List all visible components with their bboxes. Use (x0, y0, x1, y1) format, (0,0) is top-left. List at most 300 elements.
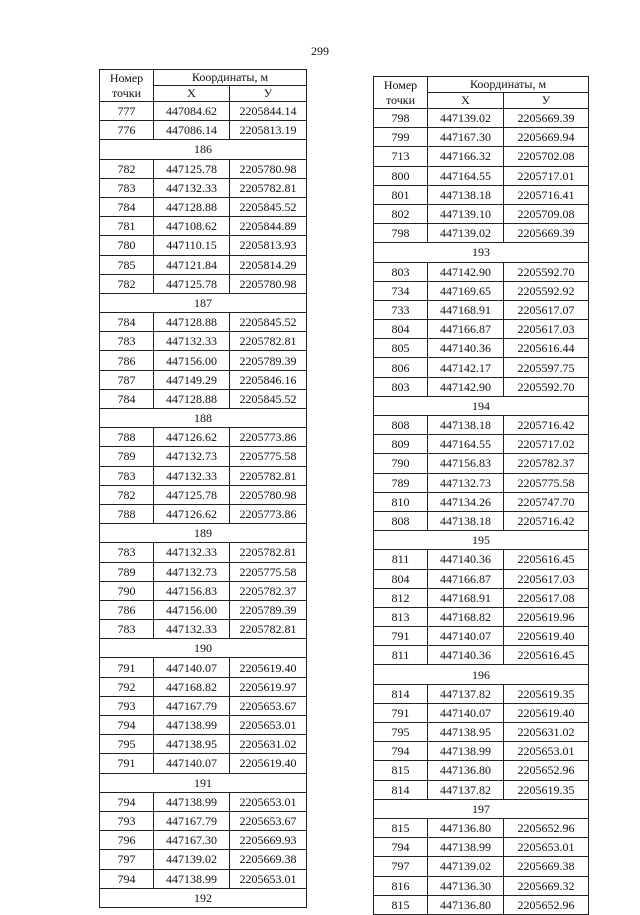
point-number-cell: 806 (374, 358, 428, 377)
y-coordinate-cell: 2205782.81 (230, 332, 307, 351)
point-number-cell: 790 (100, 581, 154, 600)
point-number-cell: 791 (374, 703, 428, 722)
table-row (100, 313, 307, 332)
section-row (374, 665, 589, 684)
table-row (374, 780, 589, 799)
point-number-cell: 793 (100, 811, 154, 830)
y-coordinate-cell: 2205773.86 (230, 428, 307, 447)
x-coordinate-cell: 447134.26 (428, 492, 504, 511)
table-body-left (100, 102, 307, 908)
x-coordinate-cell: 447142.90 (428, 377, 504, 396)
section-number: 196 (374, 665, 589, 684)
point-number-cell: 783 (100, 543, 154, 562)
x-coordinate-cell: 447140.07 (428, 627, 504, 646)
y-coordinate-cell: 2205653.01 (230, 716, 307, 735)
y-coordinate-cell: 2205617.03 (504, 569, 589, 588)
table-row (100, 716, 307, 735)
y-coordinate-cell: 2205717.01 (504, 166, 589, 185)
x-coordinate-cell: 447138.99 (154, 716, 230, 735)
point-number-cell: 798 (374, 109, 428, 128)
y-coordinate-cell: 2205631.02 (504, 723, 589, 742)
y-coordinate-cell: 2205592.70 (504, 262, 589, 281)
point-number-cell: 794 (374, 838, 428, 857)
x-coordinate-cell: 447137.82 (428, 780, 504, 799)
table-row (374, 761, 589, 780)
x-coordinate-cell: 447139.02 (154, 850, 230, 869)
point-number-cell: 790 (374, 454, 428, 473)
table-row (374, 588, 589, 607)
point-number-cell: 791 (100, 658, 154, 677)
y-coordinate-cell: 2205619.40 (504, 627, 589, 646)
x-coordinate-cell: 447156.83 (428, 454, 504, 473)
section-number: 195 (374, 531, 589, 550)
table-row (374, 838, 589, 857)
x-coordinate-cell: 447140.07 (154, 658, 230, 677)
point-number-cell: 797 (100, 850, 154, 869)
table-row (374, 723, 589, 742)
x-coordinate-cell: 447140.36 (428, 550, 504, 569)
table-row (100, 466, 307, 485)
point-number-cell: 782 (100, 274, 154, 293)
section-number: 188 (100, 409, 307, 428)
x-coordinate-cell: 447164.55 (428, 166, 504, 185)
table-row (100, 811, 307, 830)
y-coordinate-cell: 2205631.02 (230, 735, 307, 754)
table-row (374, 128, 589, 147)
table-row (374, 473, 589, 492)
x-coordinate-cell: 447136.80 (428, 895, 504, 914)
table-row (100, 696, 307, 715)
x-coordinate-cell: 447128.88 (154, 313, 230, 332)
table-row (374, 262, 589, 281)
y-coordinate-cell: 2205619.40 (504, 703, 589, 722)
table-row (374, 377, 589, 396)
x-coordinate-cell: 447166.32 (428, 147, 504, 166)
y-coordinate-cell: 2205747.70 (504, 492, 589, 511)
point-number-header: Номер точки (100, 70, 154, 102)
table-row (374, 511, 589, 530)
point-number-cell: 785 (100, 255, 154, 274)
y-coordinate-cell: 2205775.58 (230, 562, 307, 581)
page-number: 299 (311, 44, 329, 58)
point-number-cell: 713 (374, 147, 428, 166)
point-number-cell: 782 (100, 159, 154, 178)
x-coordinate-cell: 447132.73 (154, 562, 230, 581)
point-number-cell: 792 (100, 677, 154, 696)
table-row (100, 102, 307, 121)
x-header: X (154, 86, 230, 102)
y-coordinate-cell: 2205775.58 (230, 447, 307, 466)
point-number-cell: 734 (374, 281, 428, 300)
table-row (374, 550, 589, 569)
y-coordinate-cell: 2205617.07 (504, 300, 589, 319)
y-coordinate-cell: 2205653.01 (504, 838, 589, 857)
x-coordinate-cell: 447167.79 (154, 811, 230, 830)
point-number-cell: 784 (100, 389, 154, 408)
y-coordinate-cell: 2205616.45 (504, 550, 589, 569)
table-row (100, 428, 307, 447)
point-number-cell: 794 (100, 716, 154, 735)
table-row (374, 857, 589, 876)
section-row (100, 773, 307, 792)
point-number-cell: 783 (100, 332, 154, 351)
point-number-cell: 784 (100, 197, 154, 216)
point-number-cell: 802 (374, 204, 428, 223)
table-row (374, 684, 589, 703)
point-number-header: Номер точки (374, 77, 428, 109)
y-coordinate-cell: 2205592.92 (504, 281, 589, 300)
point-number-cell: 814 (374, 684, 428, 703)
table-row (100, 178, 307, 197)
section-row (100, 524, 307, 543)
y-coordinate-cell: 2205619.97 (230, 677, 307, 696)
point-number-cell: 799 (374, 128, 428, 147)
x-coordinate-cell: 447138.18 (428, 511, 504, 530)
y-coordinate-cell: 2205845.52 (230, 313, 307, 332)
y-coordinate-cell: 2205846.16 (230, 370, 307, 389)
table-body-right (374, 109, 589, 915)
point-number-cell: 808 (374, 511, 428, 530)
x-coordinate-cell: 447156.00 (154, 351, 230, 370)
point-number-cell: 815 (374, 895, 428, 914)
point-number-cell: 783 (100, 620, 154, 639)
y-coordinate-cell: 2205813.19 (230, 121, 307, 140)
y-coordinate-cell: 2205669.93 (230, 831, 307, 850)
x-coordinate-cell: 447132.33 (154, 543, 230, 562)
table-row (374, 147, 589, 166)
section-number: 194 (374, 396, 589, 415)
x-coordinate-cell: 447086.14 (154, 121, 230, 140)
point-number-cell: 776 (100, 121, 154, 140)
point-number-cell: 791 (100, 754, 154, 773)
table-row (374, 607, 589, 626)
y-coordinate-cell: 2205716.42 (504, 511, 589, 530)
y-coordinate-cell: 2205782.81 (230, 620, 307, 639)
x-coordinate-cell: 447125.78 (154, 485, 230, 504)
table-row (100, 447, 307, 466)
table-row (100, 236, 307, 255)
table-row (100, 197, 307, 216)
x-coordinate-cell: 447139.02 (428, 857, 504, 876)
y-coordinate-cell: 2205789.39 (230, 600, 307, 619)
point-number-cell: 789 (100, 562, 154, 581)
point-number-cell: 782 (100, 485, 154, 504)
x-coordinate-cell: 447126.62 (154, 504, 230, 523)
x-coordinate-cell: 447136.80 (428, 818, 504, 837)
point-number-cell: 789 (100, 447, 154, 466)
coordinates-table-left (99, 69, 307, 908)
y-coordinate-cell: 2205782.81 (230, 543, 307, 562)
y-coordinate-cell: 2205716.42 (504, 416, 589, 435)
point-number-cell: 803 (374, 262, 428, 281)
point-number-cell: 804 (374, 320, 428, 339)
table-row (100, 581, 307, 600)
table-row (374, 224, 589, 243)
x-coordinate-cell: 447110.15 (154, 236, 230, 255)
table-row (100, 389, 307, 408)
section-row (100, 888, 307, 907)
y-coordinate-cell: 2205709.08 (504, 204, 589, 223)
point-number-cell: 780 (100, 236, 154, 255)
table-row (100, 543, 307, 562)
y-coordinate-cell: 2205653.67 (230, 811, 307, 830)
point-number-cell: 788 (100, 428, 154, 447)
x-coordinate-cell: 447132.33 (154, 466, 230, 485)
x-coordinate-cell: 447132.33 (154, 620, 230, 639)
y-coordinate-cell: 2205780.98 (230, 485, 307, 504)
coordinates-header: Координаты, м (154, 70, 307, 86)
table-row (100, 735, 307, 754)
point-number-cell: 814 (374, 780, 428, 799)
x-coordinate-cell: 447084.62 (154, 102, 230, 121)
x-coordinate-cell: 447136.80 (428, 761, 504, 780)
y-coordinate-cell: 2205844.89 (230, 217, 307, 236)
table-row (100, 850, 307, 869)
x-coordinate-cell: 447138.99 (154, 869, 230, 888)
table-row (100, 159, 307, 178)
x-coordinate-cell: 447142.17 (428, 358, 504, 377)
section-number: 197 (374, 799, 589, 818)
section-row (100, 639, 307, 658)
y-coordinate-cell: 2205845.52 (230, 197, 307, 216)
table-row (100, 121, 307, 140)
table-row (100, 831, 307, 850)
x-coordinate-cell: 447108.62 (154, 217, 230, 236)
point-number-cell: 786 (100, 600, 154, 619)
y-coordinate-cell: 2205653.01 (504, 742, 589, 761)
table-row (374, 818, 589, 837)
table-row (100, 274, 307, 293)
section-row (374, 531, 589, 550)
table-row (374, 300, 589, 319)
point-number-cell: 797 (374, 857, 428, 876)
table-row (374, 876, 589, 895)
y-coordinate-cell: 2205844.14 (230, 102, 307, 121)
x-coordinate-cell: 447138.95 (428, 723, 504, 742)
y-coordinate-cell: 2205619.35 (504, 684, 589, 703)
point-number-cell: 811 (374, 646, 428, 665)
x-coordinate-cell: 447139.02 (428, 109, 504, 128)
x-coordinate-cell: 447139.02 (428, 224, 504, 243)
x-coordinate-cell: 447142.90 (428, 262, 504, 281)
y-coordinate-cell: 2205619.40 (230, 658, 307, 677)
x-coordinate-cell: 447140.07 (154, 754, 230, 773)
y-coordinate-cell: 2205653.01 (230, 792, 307, 811)
point-number-cell: 791 (374, 627, 428, 646)
point-number-cell: 796 (100, 831, 154, 850)
point-number-cell: 794 (100, 869, 154, 888)
table-row (100, 332, 307, 351)
section-number: 186 (100, 140, 307, 159)
table-row (100, 217, 307, 236)
x-coordinate-cell: 447164.55 (428, 435, 504, 454)
y-coordinate-cell: 2205702.08 (504, 147, 589, 166)
x-coordinate-cell: 447138.99 (428, 742, 504, 761)
y-coordinate-cell: 2205780.98 (230, 274, 307, 293)
table-row (374, 416, 589, 435)
point-number-cell: 733 (374, 300, 428, 319)
y-coordinate-cell: 2205782.81 (230, 466, 307, 485)
table-row (100, 504, 307, 523)
x-coordinate-cell: 447149.29 (154, 370, 230, 389)
point-number-cell: 810 (374, 492, 428, 511)
y-coordinate-cell: 2205782.81 (230, 178, 307, 197)
table-row (100, 869, 307, 888)
x-coordinate-cell: 447168.82 (154, 677, 230, 696)
x-coordinate-cell: 447138.95 (154, 735, 230, 754)
point-number-cell: 811 (374, 550, 428, 569)
section-number: 187 (100, 293, 307, 312)
coordinates-header: Координаты, м (428, 77, 589, 93)
point-number-cell: 798 (374, 224, 428, 243)
y-coordinate-cell: 2205619.35 (504, 780, 589, 799)
y-coordinate-cell: 2205669.38 (230, 850, 307, 869)
y-coordinate-cell: 2205597.75 (504, 358, 589, 377)
x-header: X (428, 93, 504, 109)
section-row (374, 799, 589, 818)
point-number-cell: 795 (374, 723, 428, 742)
y-coordinate-cell: 2205619.96 (504, 607, 589, 626)
table-row (374, 627, 589, 646)
x-coordinate-cell: 447138.18 (428, 185, 504, 204)
y-coordinate-cell: 2205616.45 (504, 646, 589, 665)
point-number-cell: 777 (100, 102, 154, 121)
section-row (374, 243, 589, 262)
table-row (100, 792, 307, 811)
point-number-cell: 787 (100, 370, 154, 389)
x-coordinate-cell: 447166.87 (428, 569, 504, 588)
y-coordinate-cell: 2205775.58 (504, 473, 589, 492)
table-row (100, 485, 307, 504)
x-coordinate-cell: 447140.36 (428, 646, 504, 665)
y-coordinate-cell: 2205617.03 (504, 320, 589, 339)
y-coordinate-cell: 2205652.96 (504, 761, 589, 780)
x-coordinate-cell: 447128.88 (154, 197, 230, 216)
section-number: 193 (374, 243, 589, 262)
table-row (374, 166, 589, 185)
section-number: 189 (100, 524, 307, 543)
table-row (374, 569, 589, 588)
point-number-cell: 783 (100, 178, 154, 197)
x-coordinate-cell: 447156.83 (154, 581, 230, 600)
x-coordinate-cell: 447138.18 (428, 416, 504, 435)
point-number-cell: 789 (374, 473, 428, 492)
x-coordinate-cell: 447168.91 (428, 588, 504, 607)
point-number-cell: 788 (100, 504, 154, 523)
point-number-cell: 803 (374, 377, 428, 396)
x-coordinate-cell: 447132.73 (154, 447, 230, 466)
y-coordinate-cell: 2205616.44 (504, 339, 589, 358)
y-coordinate-cell: 2205773.86 (230, 504, 307, 523)
section-row (100, 140, 307, 159)
y-coordinate-cell: 2205653.67 (230, 696, 307, 715)
point-number-cell: 812 (374, 588, 428, 607)
table-row (374, 109, 589, 128)
point-number-cell: 808 (374, 416, 428, 435)
x-coordinate-cell: 447140.36 (428, 339, 504, 358)
y-coordinate-cell: 2205653.01 (230, 869, 307, 888)
x-coordinate-cell: 447137.82 (428, 684, 504, 703)
table-row (100, 562, 307, 581)
x-coordinate-cell: 447167.30 (428, 128, 504, 147)
table-row (100, 677, 307, 696)
x-coordinate-cell: 447166.87 (428, 320, 504, 339)
table-row (100, 658, 307, 677)
y-coordinate-cell: 2205814.29 (230, 255, 307, 274)
y-coordinate-cell: 2205813.93 (230, 236, 307, 255)
y-header: У (504, 93, 589, 109)
section-number: 191 (100, 773, 307, 792)
y-coordinate-cell: 2205669.39 (504, 224, 589, 243)
table-row (374, 320, 589, 339)
table-row (100, 620, 307, 639)
table-row (374, 185, 589, 204)
table-row (100, 255, 307, 274)
point-number-cell: 800 (374, 166, 428, 185)
point-number-cell: 784 (100, 313, 154, 332)
table-row (374, 703, 589, 722)
x-coordinate-cell: 447132.73 (428, 473, 504, 492)
y-coordinate-cell: 2205652.96 (504, 818, 589, 837)
section-row (374, 396, 589, 415)
x-coordinate-cell: 447132.33 (154, 178, 230, 197)
x-coordinate-cell: 447126.62 (154, 428, 230, 447)
y-coordinate-cell: 2205782.37 (230, 581, 307, 600)
x-coordinate-cell: 447125.78 (154, 274, 230, 293)
x-coordinate-cell: 447138.99 (428, 838, 504, 857)
x-coordinate-cell: 447168.91 (428, 300, 504, 319)
x-coordinate-cell: 447168.82 (428, 607, 504, 626)
y-coordinate-cell: 2205592.70 (504, 377, 589, 396)
table-row (374, 358, 589, 377)
section-number: 192 (100, 888, 307, 907)
point-number-cell: 781 (100, 217, 154, 236)
point-number-cell: 793 (100, 696, 154, 715)
point-number-cell: 815 (374, 761, 428, 780)
table-row (374, 204, 589, 223)
x-coordinate-cell: 447128.88 (154, 389, 230, 408)
point-number-cell: 786 (100, 351, 154, 370)
x-coordinate-cell: 447140.07 (428, 703, 504, 722)
point-number-cell: 815 (374, 818, 428, 837)
point-number-cell: 783 (100, 466, 154, 485)
section-row (100, 293, 307, 312)
x-coordinate-cell: 447138.99 (154, 792, 230, 811)
table-row (100, 370, 307, 389)
y-coordinate-cell: 2205782.37 (504, 454, 589, 473)
table-row (374, 646, 589, 665)
x-coordinate-cell: 447136.30 (428, 876, 504, 895)
y-coordinate-cell: 2205619.40 (230, 754, 307, 773)
point-number-cell: 804 (374, 569, 428, 588)
coordinates-table-right (373, 76, 589, 915)
x-coordinate-cell: 447167.30 (154, 831, 230, 850)
table-row (100, 600, 307, 619)
table-row (374, 742, 589, 761)
y-coordinate-cell: 2205780.98 (230, 159, 307, 178)
y-header: У (230, 86, 307, 102)
x-coordinate-cell: 447139.10 (428, 204, 504, 223)
y-coordinate-cell: 2205669.38 (504, 857, 589, 876)
y-coordinate-cell: 2205845.52 (230, 389, 307, 408)
point-number-cell: 813 (374, 607, 428, 626)
table-row (100, 754, 307, 773)
table-row (100, 351, 307, 370)
x-coordinate-cell: 447169.65 (428, 281, 504, 300)
point-number-cell: 805 (374, 339, 428, 358)
x-coordinate-cell: 447125.78 (154, 159, 230, 178)
point-number-cell: 794 (100, 792, 154, 811)
